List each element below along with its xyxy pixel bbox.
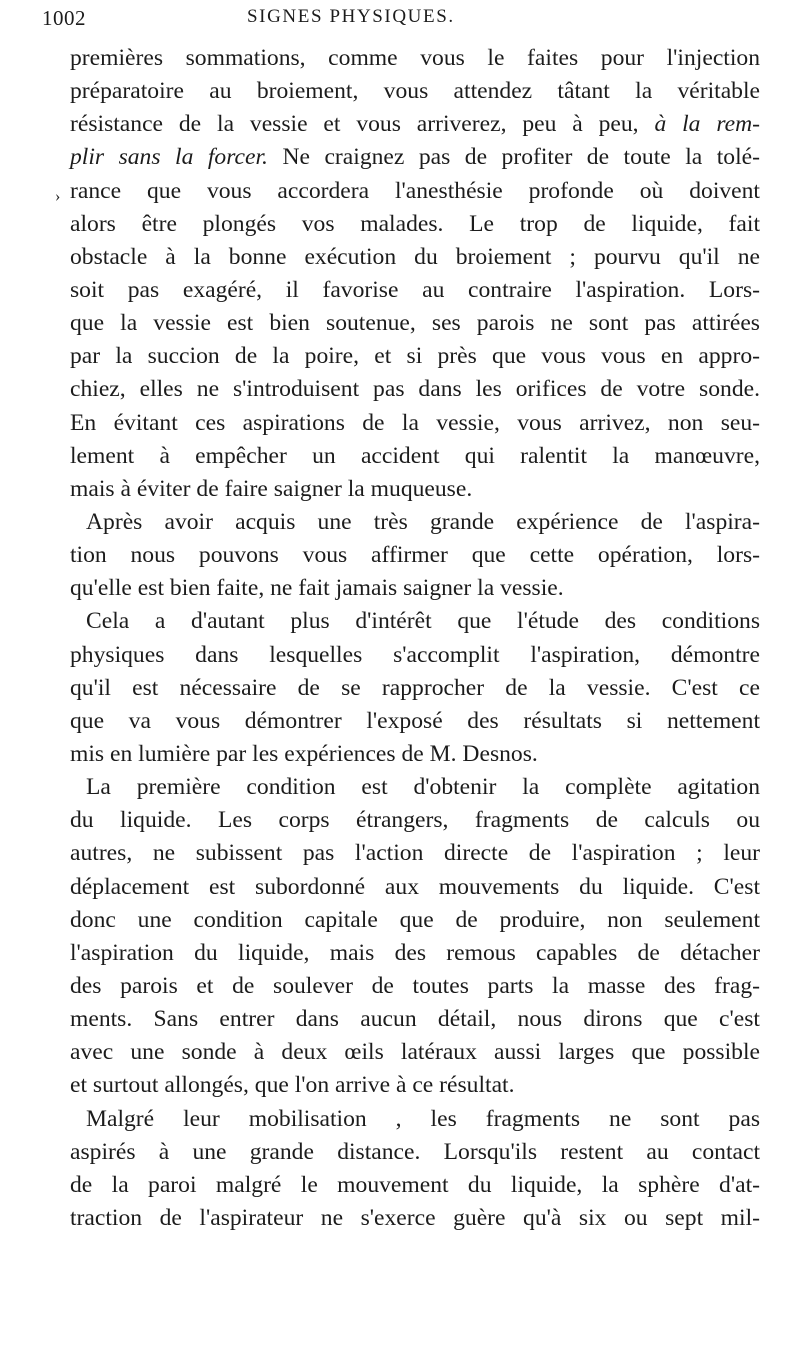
text-line: alors être plongés vos malades. Le trop de liquide, fait: [70, 210, 760, 237]
text-line: mis en lumière par les expériences de M. Desnos.: [70, 740, 538, 767]
text-line: l'aspiration du liquide, mais des remous capables de détacher: [70, 939, 760, 966]
margin-mark: ›: [55, 188, 61, 205]
text-line: que va vous démontrer l'exposé des résultats si nettement: [70, 707, 760, 734]
text-line: par la succion de la poire, et si près que vous vous en appro-: [70, 343, 760, 370]
italic-span: à la rem-: [654, 111, 761, 138]
text-line: Malgré leur mobilisation , les fragments ne sont pas: [86, 1105, 760, 1132]
text-line: et surtout allongés, que l'on arrive à ce résultat.: [70, 1072, 515, 1099]
text-line: chiez, elles ne s'introduisent pas dans les orifices de votre sonde.: [70, 376, 760, 403]
text-line: que la vessie est bien soutenue, ses parois ne sont pas attirées: [70, 310, 760, 337]
text-line: aspirés à une grande distance. Lorsqu'ils restent au contact: [70, 1138, 760, 1165]
body-text: [70, 42, 760, 1235]
text-line: physiques dans lesquelles s'accomplit l'aspiration, démontre: [70, 641, 760, 668]
running-head: SIGNES PHYSIQUES.: [247, 6, 455, 27]
text-line: traction de l'aspirateur ne s'exerce guère qu'à six ou sept mil-: [70, 1204, 760, 1231]
text-line: donc une condition capitale que de produire, non seulement: [70, 906, 760, 933]
text-line: ments. Sans entrer dans aucun détail, nous dirons que c'est: [70, 1006, 760, 1033]
text-line: [70, 108, 760, 141]
text-line: de la paroi malgré le mouvement du liquide, la sphère d'at-: [70, 1171, 760, 1198]
text-line: des parois et de soulever de toutes parts la masse des frag-: [70, 972, 760, 999]
text-line: préparatoire au broiement, vous attendez tâtant la véritable: [70, 78, 760, 105]
text-line: du liquide. Les corps étrangers, fragments de calculs ou: [70, 807, 760, 834]
page-header: [42, 6, 758, 34]
text-line: avec une sonde à deux œils latéraux aussi larges que possible: [70, 1039, 760, 1066]
text-line: Cela a d'autant plus d'intérêt que l'étude des conditions: [86, 608, 760, 635]
text-line: tion nous pouvons vous affirmer que cette opération, lors-: [70, 542, 760, 569]
page-number: 1002: [42, 6, 86, 30]
text-line: autres, ne subissent pas l'action directe de l'aspiration ; leur: [70, 840, 760, 867]
text-line: En évitant ces aspirations de la vessie, vous arrivez, non seu-: [70, 409, 760, 436]
text-line: La première condition est d'obtenir la complète agitation: [86, 774, 760, 801]
text-line: [70, 141, 760, 174]
text-line: rance que vous accordera l'anesthésie profonde où doivent: [70, 177, 760, 204]
text-line: lement à empêcher un accident qui ralentit la manœuvre,: [70, 442, 760, 469]
italic-span: plir sans la forcer.: [70, 144, 268, 171]
text-line: obstacle à la bonne exécution du broiement ; pourvu qu'il ne: [70, 243, 760, 270]
text-line: qu'il est nécessaire de se rapprocher de la vessie. C'est ce: [70, 674, 760, 701]
text-line: mais à éviter de faire saigner la muqueuse.: [70, 475, 473, 502]
text-line: soit pas exagéré, il favorise au contraire l'aspiration. Lors-: [70, 276, 760, 303]
text-line: Après avoir acquis une très grande expérience de l'aspira-: [86, 508, 760, 535]
text-line: premières sommations, comme vous le faites pour l'injection: [70, 45, 760, 71]
text-line: qu'elle est bien faite, ne fait jamais saigner la vessie.: [70, 575, 564, 602]
text-line: déplacement est subordonné aux mouvements du liquide. C'est: [70, 873, 760, 900]
text-span: Ne craignez pas de profiter de toute la tolé-: [282, 144, 760, 171]
text-span: résistance de la vessie et vous arriverez, peu à peu,: [70, 111, 639, 138]
